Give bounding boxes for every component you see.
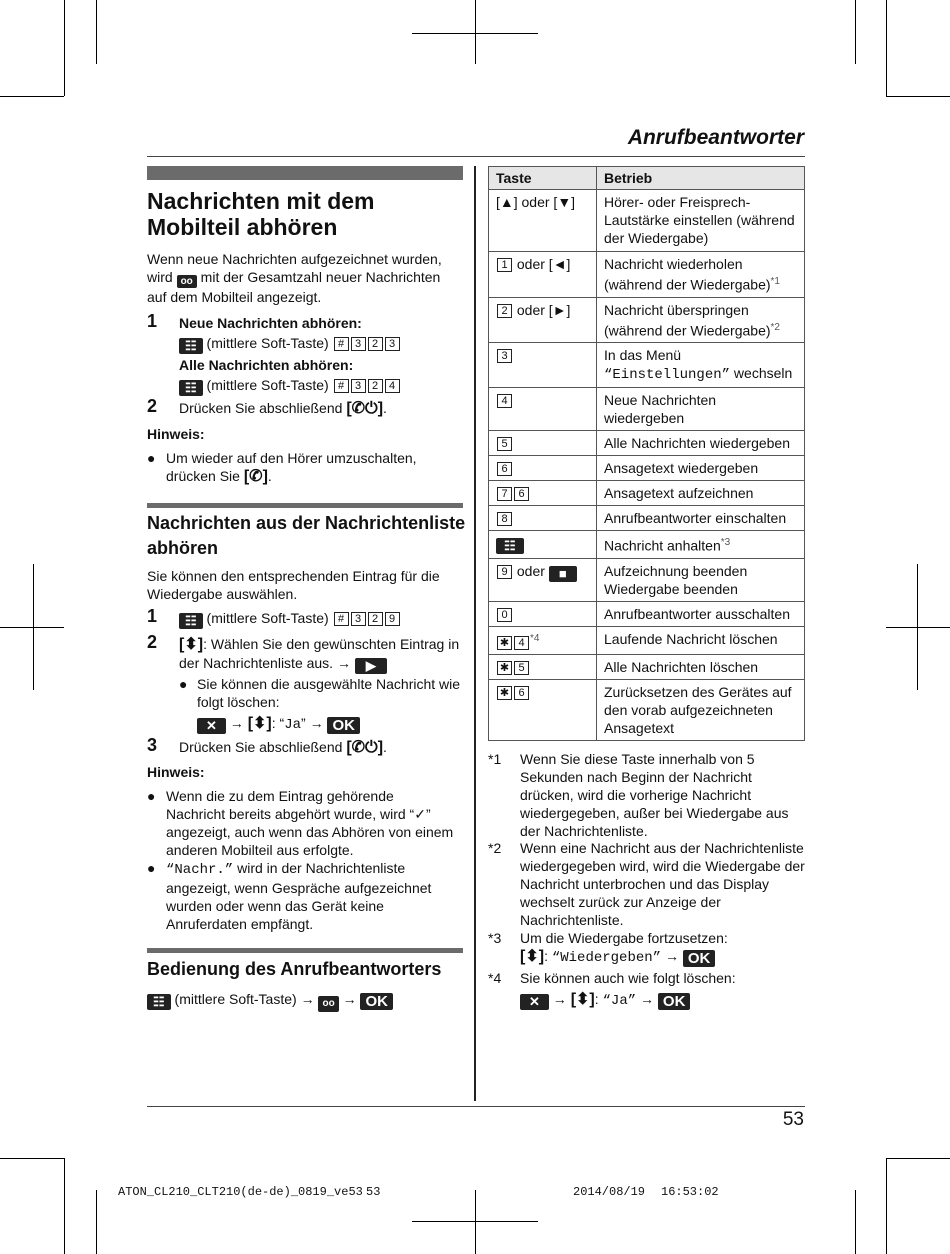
table-row: [▲] oder [▼] Hörer- oder Freisprech-Lautstärke einstellen (während der Wiedergabe) [489, 190, 805, 252]
delete-icon: ✕ [197, 718, 226, 734]
section-title: Bedienung des Anrufbeantworters [147, 959, 442, 979]
print-file-info: ATON_CL210_CLT210(de-de)_0819_ve53 [118, 1185, 363, 1199]
crop-mark [0, 1158, 64, 1159]
chapter-title: Anrufbeantworter [627, 126, 804, 149]
step-2: Drücken Sie abschließend [✆⏻]. [179, 400, 387, 417]
crop-mark [886, 1158, 950, 1159]
crop-mark [886, 0, 887, 96]
section-title: Nachrichten aus der Nachrichtenliste abhören [147, 513, 466, 558]
crop-mark [96, 1190, 97, 1254]
footnote: *3 Um die Wiedergabe fortzusetzen: [⬍]: “Wiedergeben” → OK [488, 930, 728, 967]
step-number: 2 [147, 396, 158, 416]
table-row: 8 Anrufbeantworter einschalten [489, 506, 805, 531]
end-call-power-icon: [✆⏻] [346, 739, 384, 756]
page-number: 53 [782, 1109, 804, 1130]
crop-mark [96, 0, 97, 64]
step-2: [⬍]: Wählen Sie den gewünschten Eintrag in der Nachrichtenliste aus. → ▶ [179, 636, 460, 673]
print-page: 53 [366, 1185, 381, 1199]
column-divider [474, 166, 476, 1101]
ok-icon: OK [658, 993, 691, 1010]
table-row: ✱ 6 Zurücksetzen des Gerätes auf den vorab aufgezeichneten Ansagetext [489, 679, 805, 740]
step-heading: Alle Nachrichten abhören: [179, 357, 354, 373]
header-rule [147, 156, 805, 157]
nav-updown-icon: [⬍] [520, 948, 545, 965]
table-row: ✱ 4 $^{*4}$ Laufende Nachricht löschen [489, 626, 805, 654]
footnote: *4 Sie können auch wie folgt löschen: ✕ → [⬍]: “Ja” → OK [488, 970, 736, 1010]
table-header: Betrieb [597, 167, 805, 190]
table-row: 7 6 Ansagetext aufzeichnen [489, 481, 805, 506]
crop-mark [886, 96, 950, 97]
step-number: 1 [147, 606, 158, 626]
operation-line: ☷ (mittlere Soft-Taste) → oo → OK [147, 990, 467, 1012]
voicemail-icon: oo [177, 275, 197, 288]
print-date: 2014/08/19 [573, 1185, 646, 1199]
crop-mark [33, 564, 34, 690]
bullet-icon: ● [147, 860, 156, 876]
crop-mark [855, 1190, 856, 1254]
key-table [488, 166, 805, 741]
section-bar [147, 166, 463, 180]
nav-updown-icon: [⬍] [570, 991, 595, 1008]
step-heading: Neue Nachrichten abhören: [179, 315, 362, 331]
note-text: Um wieder auf den Hörer umzuschalten, drücken Sie [✆]. [166, 450, 417, 485]
stop-icon: ■ [549, 566, 577, 582]
bullet-text: Sie können die ausgewählte Nachricht wie folgt löschen: ✕ → [⬍]: “Ja” → OK [197, 676, 461, 734]
footnote: *2 Wenn eine Nachricht aus der Nachrichtenliste wiedergegeben wird, wird die Wiedergabe der Nachricht unterbrochen und das Display wechselt zurück zur Anzeige der Nachrichtenliste. [488, 840, 805, 928]
delete-icon: ✕ [520, 994, 549, 1010]
table-row: 6 Ansagetext wiedergeben [489, 456, 805, 481]
crop-mark [886, 1158, 887, 1254]
crop-mark [475, 0, 476, 64]
crop-mark [64, 0, 65, 96]
note-text: Wenn die zu dem Eintrag gehörende Nachricht bereits abgehört wurde, wird “✓” angezeigt, auch wenn das Abhören von einem anderen Mobilteil aus erfolgte. [166, 788, 454, 858]
table-header: Taste [489, 167, 597, 190]
note-title: Hinweis: [147, 764, 205, 780]
bullet-icon: ● [147, 450, 156, 466]
section-bar [147, 948, 463, 953]
note-title: Hinweis: [147, 426, 205, 442]
voicemail-icon: oo [318, 996, 338, 1012]
menu-icon: ☷ [179, 613, 203, 629]
crop-mark [0, 96, 64, 97]
table-row: 0 Anrufbeantworter ausschalten [489, 601, 805, 626]
bullet-icon: ● [147, 788, 156, 804]
footnote: *1 Wenn Sie diese Taste innerhalb von 5 Sekunden nach Beginn der Nachricht drücken, wird die vorherige Nachricht wiedergegeben, außer bei Wiedergabe aus der Nachrichtenliste. [488, 751, 789, 839]
crop-mark [855, 0, 856, 64]
menu-icon: ☷ [496, 538, 524, 554]
crop-mark [475, 1190, 476, 1254]
step-number: 2 [147, 632, 158, 652]
play-icon: ▶ [355, 658, 387, 674]
note-text: “Nachr.” wird in der Nachrichtenliste angezeigt, wenn Gespräche aufgezeichnet wurden oder wenn das Gerät keine Anruferdaten empfängt. [166, 860, 432, 932]
crop-mark [0, 627, 64, 628]
footer-rule [147, 1106, 805, 1107]
step-1: Neue Nachrichten abhören: ☷ (mittlere Soft-Taste) # 3 2 3 Alle Nachrichten abhören: ☷ (mittlere Soft-Taste) # 3 2 4 [179, 314, 469, 396]
crop-mark [917, 564, 918, 690]
end-call-power-icon: [✆⏻] [346, 400, 384, 417]
step-3: Drücken Sie abschließend [✆⏻]. [179, 739, 387, 756]
intro-text: Sie können den entsprechenden Eintrag für die Wiedergabe auswählen. [147, 568, 440, 602]
step-number: 3 [147, 735, 158, 755]
crop-mark [886, 627, 950, 628]
table-row: 5 Alle Nachrichten wiedergeben [489, 431, 805, 456]
step-number: 1 [147, 311, 158, 331]
step-1: ☷ (mittlere Soft-Taste) # 3 2 9 [179, 609, 469, 629]
table-row: 2 oder [►] Nachricht überspringen (während der Wiedergabe)$^{*2}$ [489, 297, 805, 343]
table-row: 9 oder ■ Aufzeichnung beenden Wiedergabe beenden [489, 558, 805, 601]
table-row: 1 oder [◄] Nachricht wiederholen (während der Wiedergabe)$^{*1}$ [489, 252, 805, 298]
ok-icon: OK [360, 993, 393, 1010]
table-row: ☷ Nachricht anhalten$^{*3}$ [489, 531, 805, 559]
table-row: 4 Neue Nachrichten wiedergeben [489, 388, 805, 431]
menu-icon: ☷ [147, 994, 171, 1010]
section-title: Nachrichten mit dem Mobilteil abhören [147, 188, 375, 240]
ok-icon: OK [683, 950, 716, 967]
print-time: 16:53:02 [661, 1185, 719, 1199]
bullet-icon: ● [179, 676, 188, 692]
table-row: ✱ 5 Alle Nachrichten löschen [489, 654, 805, 679]
nav-updown-icon: [⬍] [247, 715, 272, 732]
talk-icon: [✆] [243, 468, 268, 485]
section-bar [147, 503, 463, 508]
table-row: 3 In das Menü “Einstellungen” wechseln [489, 343, 805, 388]
menu-icon: ☷ [179, 380, 203, 396]
menu-icon: ☷ [179, 338, 203, 354]
intro-text: Wenn neue Nachrichten aufgezeichnet wurden, wird oo mit der Gesamtzahl neuer Nachrichten auf dem Mobilteil angezeigt. [147, 251, 442, 305]
table-header-row [489, 167, 805, 190]
ok-icon: OK [327, 717, 360, 734]
nav-updown-icon: [⬍] [179, 636, 204, 653]
crop-mark [64, 1158, 65, 1254]
